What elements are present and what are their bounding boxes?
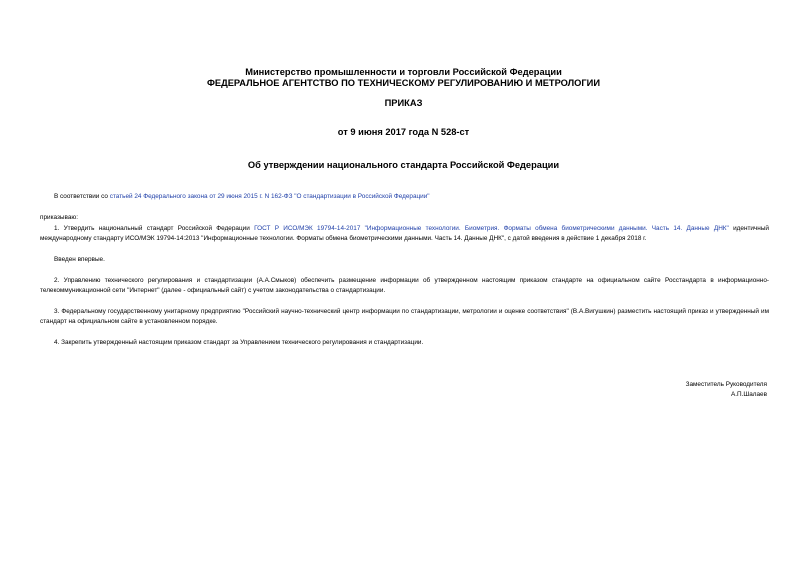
preamble-text: В соответствии со <box>54 193 110 200</box>
order-word: приказываю: <box>40 214 78 221</box>
item-1-text: 1. Утвердить национальный стандарт Российской Федерации <box>54 225 255 232</box>
standard-link[interactable]: ГОСТ Р ИСО/МЭК 19794-14-2017 "Информационные технологии. Биометрия. Форматы обмена биометрическими данными. Часть 14. Данные ДНК" <box>254 225 729 232</box>
item-4: 4. Закрепить утвержденный настоящим приказом стандарт за Управлением технического регулирования и стандартизации. <box>54 339 424 346</box>
signatory-name: А.П.Шалаев <box>730 391 767 398</box>
document-type: ПРИКАЗ <box>384 98 423 108</box>
item-3: 3. Федеральному государственному унитарному предприятию "Российский научно-технический центр информации по стандартизации, метрологии и оценке соответствия" (В.А.Вигушкин) разместить настоящий приказ и утвержденный им стандарт на официальном сайте в установленном порядке. <box>40 308 769 325</box>
item-2: 2. Управлению технического регулирования и стандартизации (А.А.Смыков) обеспечить размещение информации об утвержденном настоящим приказом стандарте на официальном сайте Росстандарта в информационно-телекоммуникационной сети "Интернет" (далее - официальный сайт) с учетом законодательства о стандартизации. <box>40 277 769 294</box>
item-1 <box>40 224 769 244</box>
agency-title: ФЕДЕРАЛЬНОЕ АГЕНТСТВО ПО ТЕХНИЧЕСКОМУ РЕГУЛИРОВАНИЮ И МЕТРОЛОГИИ <box>206 78 601 88</box>
preamble <box>54 192 430 202</box>
signatory-position: Заместитель Руководителя <box>685 381 767 388</box>
document-subject: Об утверждении национального стандарта Российской Федерации <box>247 160 560 170</box>
document-date-number: от 9 июня 2017 года N 528-ст <box>337 127 470 137</box>
law-article-link[interactable]: статьей 24 Федерального закона от 29 июня 2015 г. N 162-ФЗ "О стандартизации в Российской Федерации" <box>109 193 430 200</box>
item-1-rest: идентичный международному стандарту ИСО/МЭК 19794-14:2013 "Информационные технологии. Форматы обмена биометрическими данными. Часть 14. Данные ДНК", с датой введения в действие 1 декабря 2018 г. <box>40 225 770 242</box>
ministry-title: Министерство промышленности и торговли Российской Федерации <box>245 67 562 77</box>
introduced-note: Введен впервые. <box>54 256 105 263</box>
